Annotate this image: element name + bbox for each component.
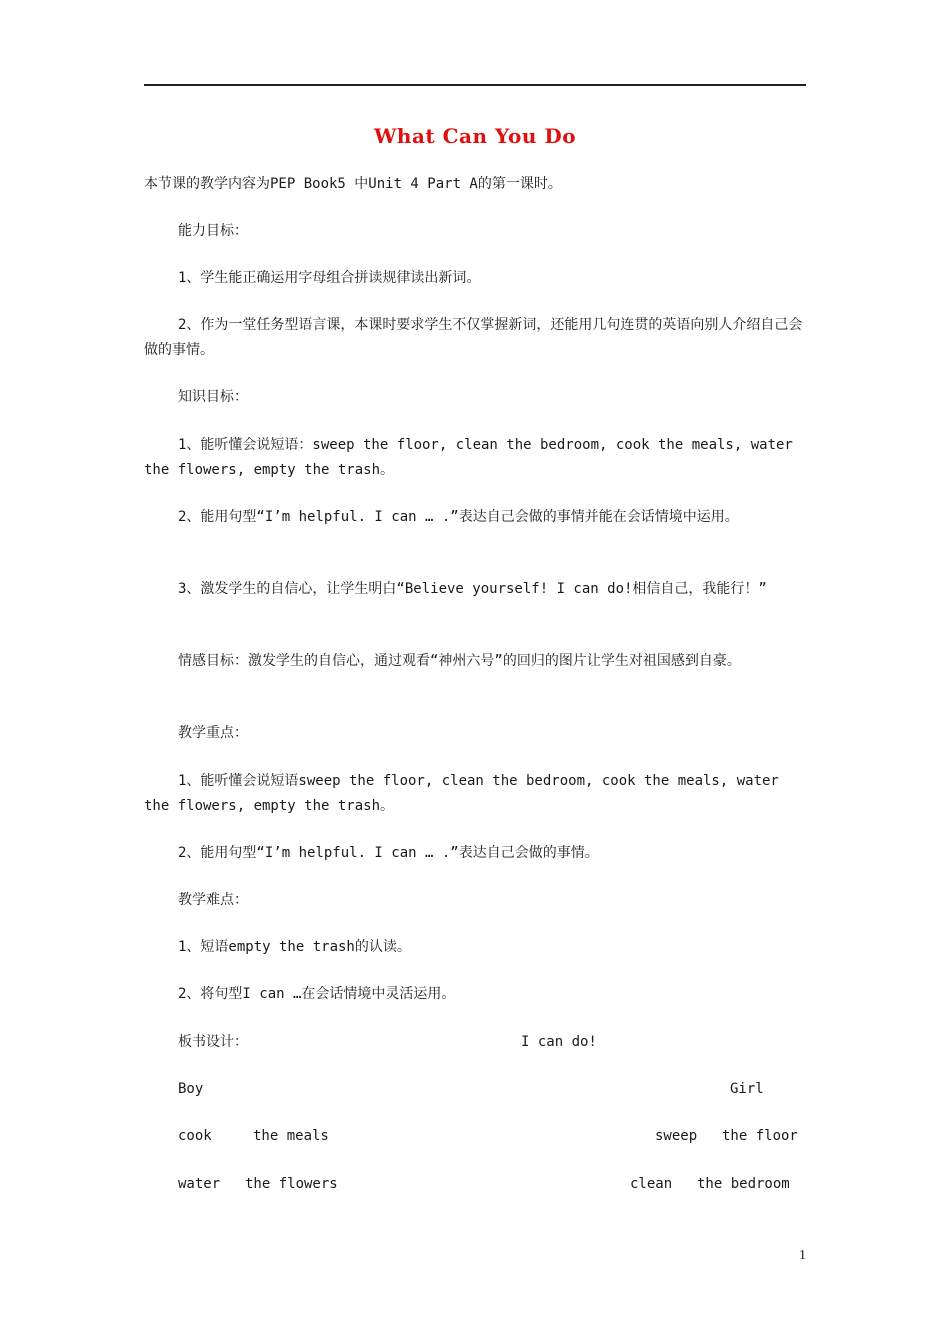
key-points-item-1: 1、能听懂会说短语sweep the floor, clean the bedroom, cook the meals, water the flowers, empty the trash。 [144,773,788,814]
difficulties-heading: 教学难点： [178,892,248,908]
key-points-heading: 教学重点： [178,725,248,741]
ability-item-2: 2、作为一堂任务型语言课，本课时要求学生不仅掌握新词，还能用几句连贯的英语向别人介绍自己会做的事情。 [144,317,803,358]
difficulties-item-1: 1、短语empty the trash的认读。 [178,939,411,955]
knowledge-item-2: 2、能用句型“I’m helpful. I can … .”表达自己会做的事情并能在会话情境中运用。 [178,509,739,525]
board-left-row1-verb: cook [178,1128,212,1144]
ability-heading: 能力目标： [178,223,248,239]
knowledge-heading: 知识目标： [178,389,248,405]
key-points-item-2: 2、能用句型“I’m helpful. I can … .”表达自己会做的事情。 [178,845,599,861]
board-right-row2-verb: clean [630,1176,673,1192]
difficulties-item-2: 2、将句型I can …在会话情境中灵活运用。 [178,986,456,1002]
header-rule [144,84,806,86]
document-title: What Can You Do [373,124,577,148]
board-center-title: I can do! [521,1034,597,1050]
board-left-row2-verb: water [178,1176,221,1192]
ability-item-1: 1、学生能正确运用字母组合拼读规律读出新词。 [178,270,481,286]
intro-paragraph: 本节课的教学内容为PEP Book5 中Unit 4 Part A的第一课时。 [144,176,562,192]
board-right-row2-object: the bedroom [697,1176,790,1192]
board-left-row2-object: the flowers [245,1176,338,1192]
board-left-row1-object: the meals [253,1128,329,1144]
board-right-row1-object: the floor [722,1128,798,1144]
page-number: 1 [799,1248,806,1263]
knowledge-item-3: 3、激发学生的自信心，让学生明白“Believe yourself! I can do!相信自己，我能行！” [178,581,767,597]
board-boy-label: Boy [178,1081,204,1097]
board-girl-label: Girl [730,1081,764,1097]
emotion-goal: 情感目标：激发学生的自信心，通过观看“神州六号”的回归的图片让学生对祖国感到自豪。 [178,653,741,669]
board-design-label: 板书设计： [178,1034,248,1050]
board-right-row1-verb: sweep [655,1128,698,1144]
knowledge-item-1: 1、能听懂会说短语：sweep the floor, clean the bedroom, cook the meals, water the flowers, empty the trash。 [144,437,802,478]
